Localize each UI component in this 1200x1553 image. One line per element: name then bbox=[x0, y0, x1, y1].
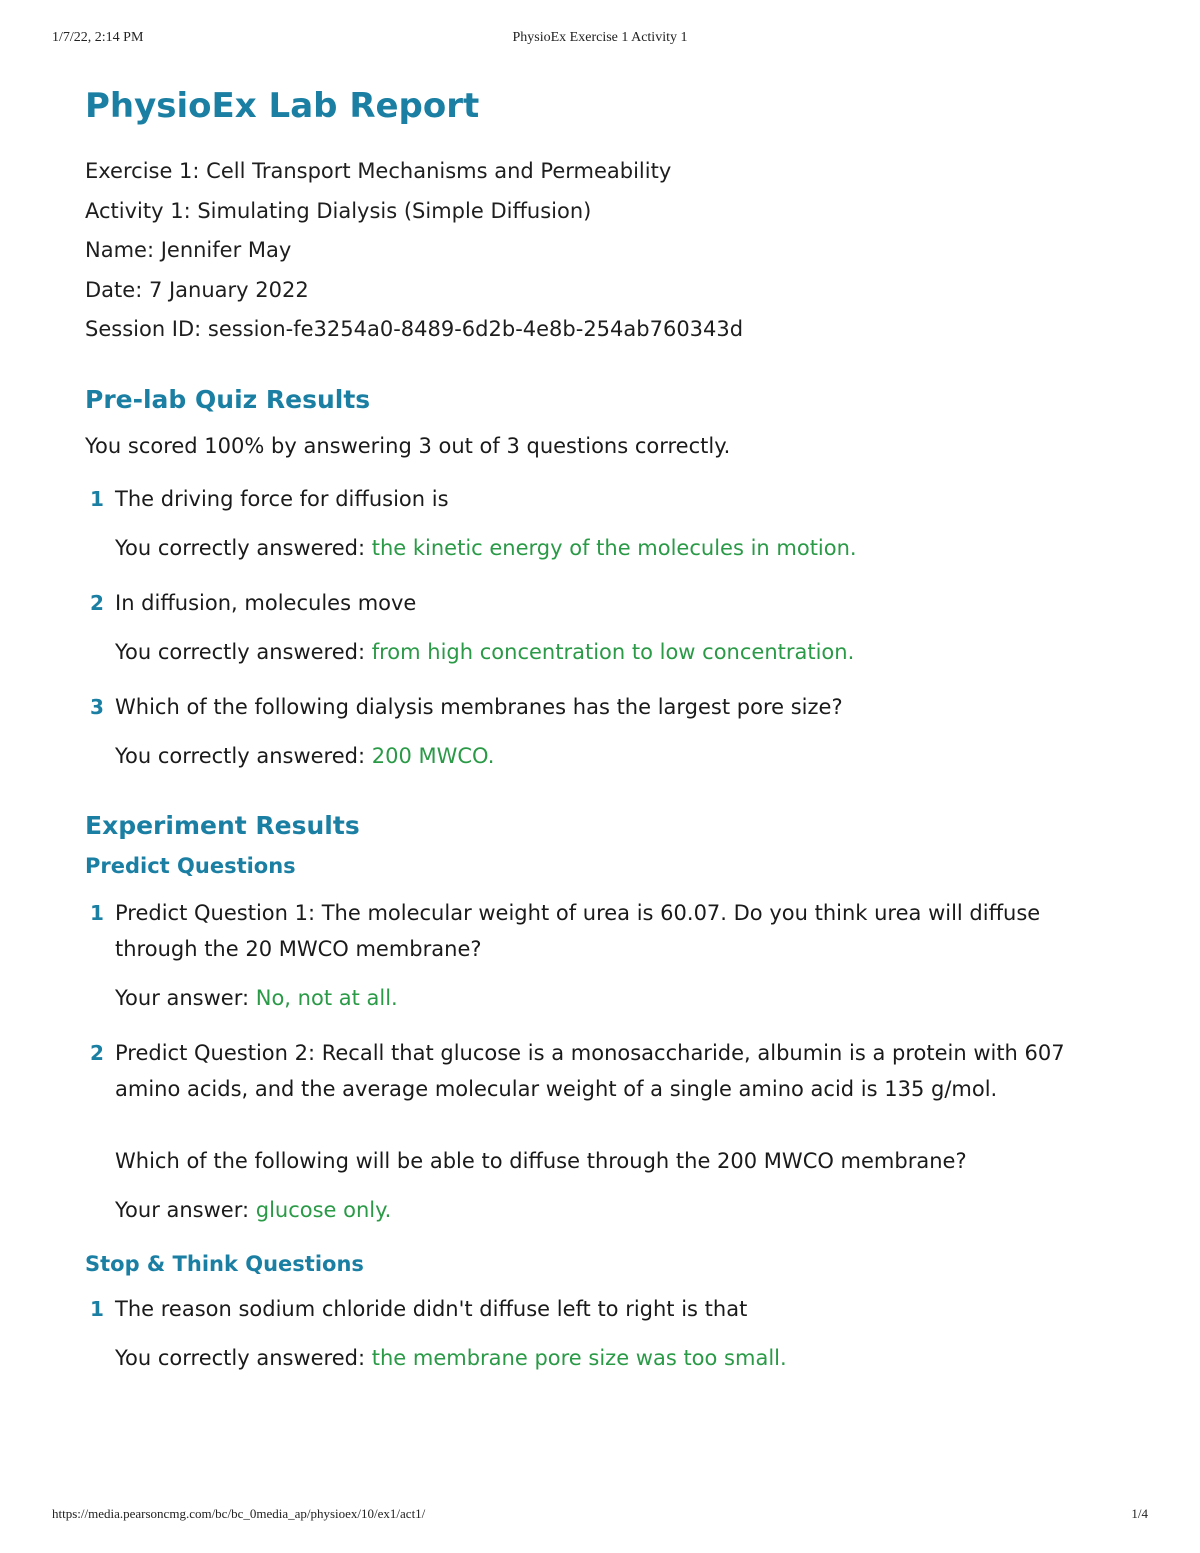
answer-line bbox=[115, 983, 1125, 1013]
question-text: In diffusion, molecules move bbox=[115, 590, 417, 615]
question-text: Predict Question 2: Recall that glucose is a monosaccharide, albumin is a protein with 607 amino acids, and the average molecular weight of a single amino acid is 135 g/mol. bbox=[115, 1040, 1065, 1101]
answer-text: the membrane pore size was too small. bbox=[371, 1345, 787, 1370]
question-text: Which of the following dialysis membranes has the largest pore size? bbox=[115, 694, 843, 719]
answer-prefix: You correctly answered: bbox=[115, 1345, 372, 1370]
question-text: The reason sodium chloride didn't diffuse left to right is that bbox=[115, 1296, 748, 1321]
predict-question-2 bbox=[85, 1035, 1125, 1225]
predict-question-1 bbox=[85, 895, 1125, 1013]
prelab-question-2 bbox=[85, 585, 1125, 667]
answer-text: 200 MWCO. bbox=[371, 743, 495, 768]
question-number: 1 bbox=[90, 486, 104, 511]
print-header bbox=[0, 30, 1200, 50]
report-meta bbox=[85, 152, 1125, 350]
answer-text: No, not at all. bbox=[255, 985, 398, 1010]
answer-line bbox=[115, 1195, 1125, 1225]
print-title: PhysioEx Exercise 1 Activity 1 bbox=[512, 30, 688, 45]
answer-prefix: You correctly answered: bbox=[115, 639, 372, 664]
answer-prefix: Your answer: bbox=[115, 1197, 256, 1222]
name-line: Name: Jennifer May bbox=[85, 238, 292, 262]
answer-text: glucose only. bbox=[255, 1197, 392, 1222]
page-number: 1/4 bbox=[1131, 1506, 1148, 1521]
answer-prefix: You correctly answered: bbox=[115, 535, 372, 560]
prelab-heading: Pre-lab Quiz Results bbox=[85, 384, 371, 414]
question-text: The driving force for diffusion is bbox=[115, 486, 449, 511]
answer-prefix: Your answer: bbox=[115, 985, 256, 1010]
question-text: Predict Question 1: The molecular weight of urea is 60.07. Do you think urea will diffuse through the 20 MWCO membrane? bbox=[115, 900, 1041, 961]
stop-think-heading: Stop & Think Questions bbox=[85, 1251, 364, 1276]
prelab-score: You scored 100% by answering 3 out of 3 questions correctly. bbox=[85, 433, 731, 458]
predict-heading: Predict Questions bbox=[85, 853, 296, 878]
prelab-question-1 bbox=[85, 481, 1125, 563]
date-line: Date: 7 January 2022 bbox=[85, 277, 309, 302]
question-number: 2 bbox=[90, 590, 104, 615]
report-title: PhysioEx Lab Report bbox=[85, 86, 480, 126]
question-number: 2 bbox=[90, 1040, 104, 1065]
question-text-part2: Which of the following will be able to diffuse through the 200 MWCO membrane? bbox=[115, 1148, 967, 1173]
prelab-question-3 bbox=[85, 689, 1125, 771]
stop-think-question-1 bbox=[85, 1291, 1125, 1373]
answer-line bbox=[115, 533, 1125, 563]
report-content bbox=[85, 84, 1125, 1373]
question-number: 1 bbox=[90, 900, 104, 925]
answer-text: the kinetic energy of the molecules in motion. bbox=[371, 535, 857, 560]
experiment-heading: Experiment Results bbox=[85, 810, 360, 840]
print-date: 1/7/22, 2:14 PM bbox=[52, 30, 144, 45]
answer-text: from high concentration to low concentration. bbox=[371, 639, 855, 664]
answer-prefix: You correctly answered: bbox=[115, 743, 372, 768]
answer-line bbox=[115, 637, 1125, 667]
question-number: 1 bbox=[90, 1296, 104, 1321]
answer-line bbox=[115, 1343, 1125, 1373]
page-url: https://media.pearsoncmg.com/bc/bc_0media_ap/physioex/10/ex1/act1/ bbox=[52, 1506, 426, 1521]
exercise-line: Exercise 1: Cell Transport Mechanisms and Permeability bbox=[85, 159, 672, 183]
answer-line bbox=[115, 741, 1125, 771]
session-line: Session ID: session-fe3254a0-8489-6d2b-4e8b-254ab760343d bbox=[85, 317, 744, 341]
activity-line: Activity 1: Simulating Dialysis (Simple Diffusion) bbox=[85, 198, 592, 223]
question-number: 3 bbox=[90, 694, 104, 719]
